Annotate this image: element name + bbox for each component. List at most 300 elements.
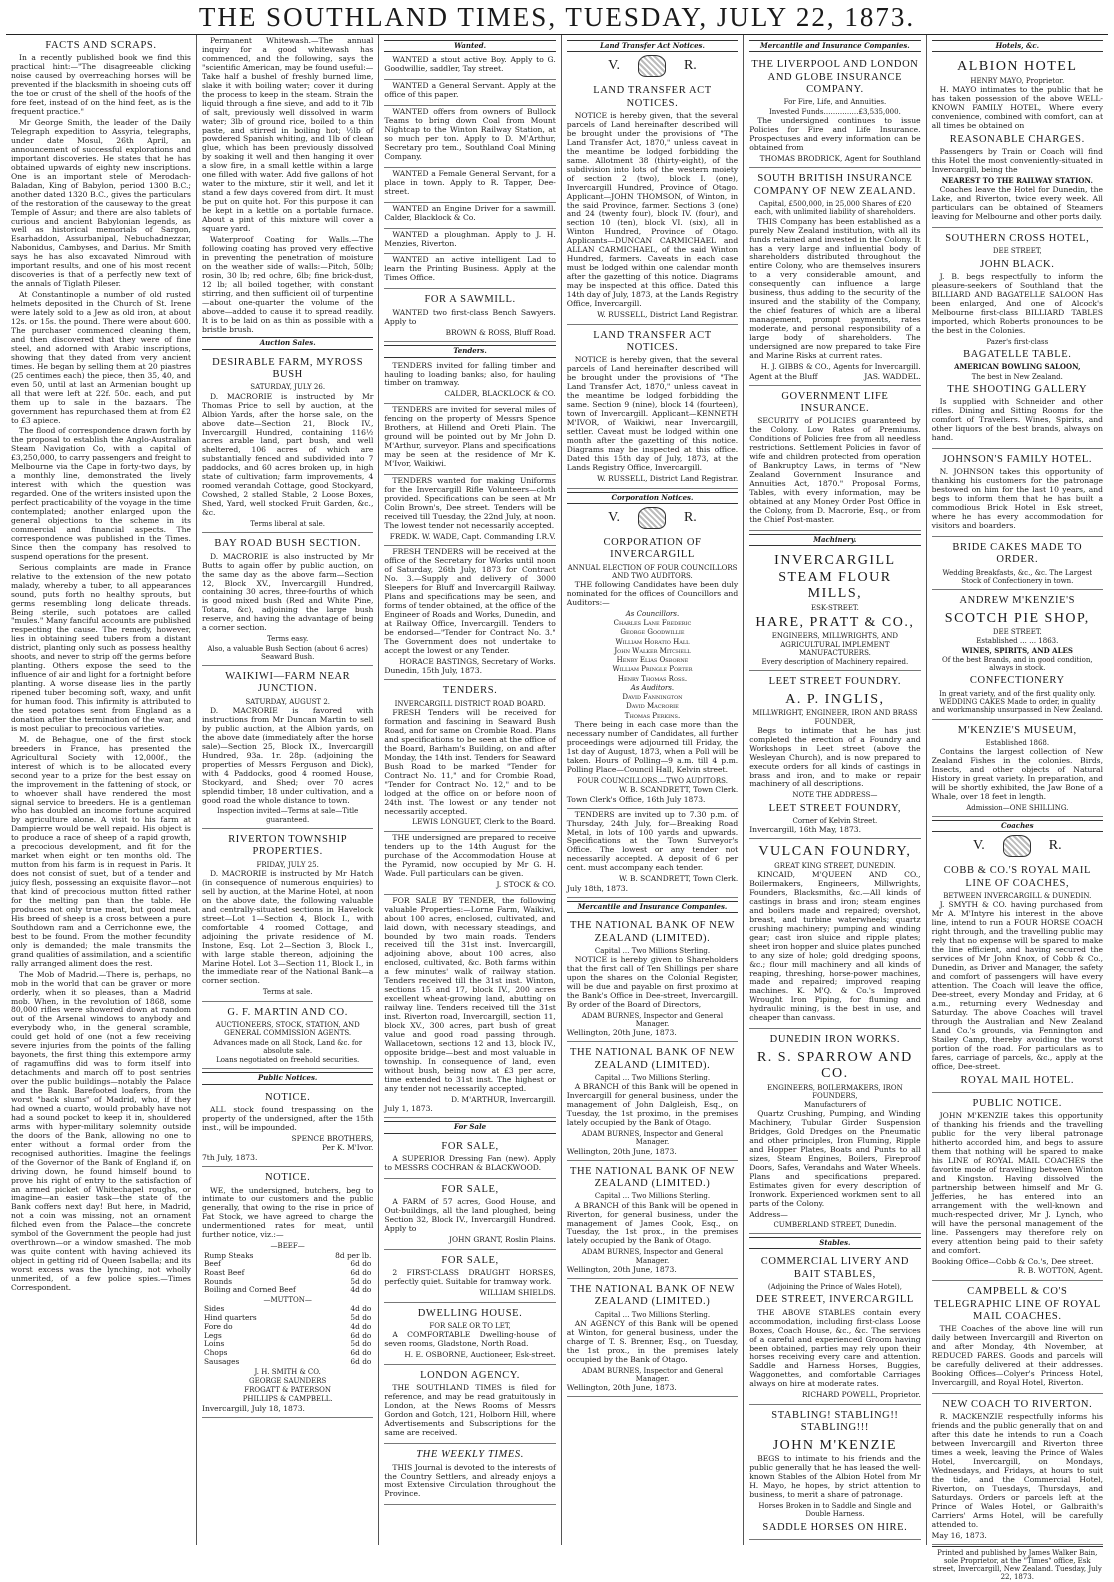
ad-date: Dunedin, 15th July, 1873. xyxy=(384,666,482,676)
article-paragraph: The Mob of Madrid.—There is, perhaps, no mob in the world that can be graver or more orderly, when it so pleases, than a Madrid mob. When, in the revolution of 1868, some 80,000 rifles were showered down at random out of the Arsenal windows to anybody and everybody who, in the general scramble, could get hold of one (not a few receiving severe injuries from the points of the falling bayonets, the first thing this extempore army of ragamuffins did was to form itself into detachments and march off to post sentries over the public buildings—notably the Palace and the Bank. Barefooted loafers, from the worst "back slums" of Madrid, who, if they had owned a cuarto, would probably have not had a sound pocket to keep it in, shouldered arms with hyper-military solemnity outside the doors of the Bank, allowing no one to enter without a formal order from the recognised authorities. Imagine the feelings of the Governor of the Bank of England if, on driving down, he found himself bound to prove his right of entry to the satisfaction of an armed picket of Whitechapel roughs, or imagine—an easier task—the state of the Bank coffers next day! But here, in Madrid, not a coin was missing, not an ornament filched even from the Palace—the concrete symbol of the Government the people had just overthrown—or a window smashed. The mob was quite content with having achieved its object in getting rid of Queen Isabella; and its worst excess was the lynching, not wholly unmerited, of a few police spies.—Times Correspondent. xyxy=(11,969,191,1292)
facts-and-scraps-title: FACTS AND SCRAPS. xyxy=(45,40,157,51)
signature: R. B. WOTTON, Agent. xyxy=(1017,1266,1103,1276)
section-header: Corporation Notices. xyxy=(567,492,738,504)
bakery-ad xyxy=(932,537,1103,590)
ad-body: D. MACRORIE is instructed by Mr Thomas Price to sell by auction, at the Albion Yards, after the horse sale, on the above date—Section 21, Block IV., Invercargill Hundred, containing 116½ acres arable land, part bush, and well sheltered, 106 acres of which are substantially fenced and subdivided into 7 paddocks, and 60 acres broken up, in high state of cultivation; farm improvements, 4 roomed verandah Cottage, good Stockyard, Cowshed, 2 stalled Stable, 2 Loose Boxes, Shed, Yard, well stocked Fruit Garden, &c., &c. xyxy=(201,391,374,518)
ad-subtitle: (Adjoining the Prince of Wales Hotel), xyxy=(767,1283,902,1292)
section-header: For Sale xyxy=(384,1121,555,1133)
ad-title: RIVERTON TOWNSHIP PROPERTIES. xyxy=(228,833,348,858)
price-item: Boiling and Corned Beef xyxy=(203,1285,296,1295)
bank-notice xyxy=(567,1161,738,1279)
ad-title: LEET STREET FOUNDRY. xyxy=(768,676,902,688)
ad-title: ANDREW M'KENZIE'S xyxy=(959,595,1076,607)
public-notice xyxy=(202,1087,373,1168)
list-item: William Horatio Hall xyxy=(615,637,690,646)
signature: WILLIAM SHIELDS. xyxy=(479,1288,556,1298)
ad-body: A BRANCH of this Bank will be opened in Riverton, for general business, under the management of James Cook, Esq., on Tuesday, the 1st prox., in the premises lately occupied by the Bank of Otago. xyxy=(566,1200,739,1246)
ad-body: THE following Candidates have been duly nominated for the offices of Councillors and Auditors:— xyxy=(566,580,739,607)
signature: ADAM BURNES, Inspector and General Manager. xyxy=(581,1248,724,1265)
ad-title: BRIDE CAKES MADE TO ORDER. xyxy=(952,542,1083,566)
ad-body: Of the best Brands, and in good condition, always in stock. xyxy=(942,655,1093,673)
ad-subtitle: ANNUAL ELECTION OF FOUR COUNCILLORS AND TWO AUDITORS. xyxy=(567,563,738,580)
for-sale-ad xyxy=(384,1136,555,1179)
signature: CALDER, BLACKLOCK & CO. xyxy=(444,389,556,399)
ad-body: R. MACKENZIE respectfully informs his friends and the public generally that on and after this date he intends to run a Coach between Invercargill and Riverton three times a week, leaving the Prince of Wales Hotel, Invercargill, on Mondays, Wednesdays, and Fridays, at hours to suit the tide, and the Commercial Hotel, Riverton, on Tuesdays, Thursdays, and Saturdays. Orders or parcels left at the Prince of Wales Hotel, or Galbraith's Carriers' Arms Hotel, will be carefully attended to. xyxy=(931,1412,1103,1529)
ad-body: FRESH TENDERS will be received at the office of the Secretary for Works until noon of Saturday, 26th July, 1873 for Contract No. 3.—Supply and delivery of 3000 Sleepers for Bluff and Invercargill Railway. Plans and specifications may be seen, and forms of tender obtained, at the office of the Engineer of Roads and Works, Dunedin, and at Railway Office, Invercargill. Tenders to be endorsed—"Tender for Contract No. 3." The Government does not undertake to accept the lowest or any Tender. xyxy=(384,547,556,655)
ad-body: WANTED a Female General Servant, for a place in town. Apply to R. Tapper, Dee-street. xyxy=(384,168,556,196)
price-value: 4d do xyxy=(350,1304,372,1314)
ad-title: CAMPBELL & CO'S TELEGRAPHIC LINE OF ROYAL MAIL COACHES. xyxy=(933,1286,1101,1322)
mill-ad xyxy=(749,548,920,671)
ad-body: Passengers by Train or Coach will find this Hotel the most conveniently-situated in Invercargill, being the xyxy=(931,147,1103,175)
price-value: 6d do xyxy=(350,1259,372,1269)
ad-body: D. MACRORIE is favored with instructions from Mr Duncan Martin to sell by public auction, at the Albion yards, on the above date (immediately after the horse sale)—Section 25, Block IX., Invercargill Hundred, 93a. 1r. 28p. (adjoining the properties of Messrs Ferguson and Dick), with 4 Paddocks, good 4 roomed House, Stockyard, and Shed; over 70 acres splendid timber, 18 under cultivation, and a good road the whole distance to town. xyxy=(201,706,374,805)
ad-body: TENDERS are invited for several miles of fencing on the property of Messrs Spence Brothers, at Hillend and Oreti Plain. The ground will be pointed out by Mr John D. M'Arthur, surveyor. Plans and specifications may be seen at the residence of Mr K. M'Ivor, Waikiwi. xyxy=(384,405,556,468)
signature: LEWIS LONGUET, Clerk to the Board. xyxy=(412,817,556,827)
signature: J. H. SMITH & CO. xyxy=(254,1367,321,1376)
ad-body: BEGS to intimate to his friends and the public generally that he has leased the well-known Stables of the Albion Hotel from Mr H. Mayo, he hopes, by strict attention to business, to merit a share of patronage. xyxy=(749,1454,921,1500)
ad-terms: Terms liberal at sale. xyxy=(250,520,326,529)
auction-ad xyxy=(202,533,373,666)
signature: ADAM BURNES, Inspector and General Manager. xyxy=(581,1130,724,1147)
signature: FROGATT & PATERSON xyxy=(244,1386,332,1395)
ad-subtitle: DEE STREET, xyxy=(992,247,1042,256)
corporation-tender xyxy=(567,809,738,898)
auditor-list xyxy=(567,693,738,720)
tender-ad xyxy=(384,546,555,680)
ad-body: THE ABOVE STABLES contain every accommodation, including first-class Loose Boxes, Coach House, &c., &c. The services of a careful and experienced Groom having been obtained, parties may rely upon their horses receiving every care and attention. Saddle and Harness Horses, Buggies, Waggonettes, and comfortable Carriages always on hire at moderate rates. xyxy=(749,1307,921,1389)
ad-subtitle: INVERCARGILL DISTRICT ROAD BOARD. xyxy=(394,699,546,708)
price-row xyxy=(202,1340,373,1349)
ad-subtitle: ESK-STREET. xyxy=(810,603,859,612)
ad-body: Coaches leave the Hotel for Dunedin, the Lake, and Riverton, twice every week. All particulars can be obtained of Steamers leaving for Melbourne and other ports daily. xyxy=(931,185,1103,222)
ad-note: NOTE THE ADDRESS— xyxy=(792,791,878,800)
article-paragraph: Serious complaints are made in France relative to the extension of the new potato malady, whereby a tuber, to all appearances sound, puts forth no healthy sprouts, but germs resembling long delicate threads. Being sterile, such potatoes are called "mules." Many fanciful accounts are published respecting the cause. The remedy, however, lies in obtaining seed tubers from a distant district, planting only such as possess healthy shoots, and never to strip off the germs before planting. Others expose the seed to the influence of air and light for a fortnight before planting. A worse disease lies in the partly ripened tuber becoming soft, waxy, and unfit for human food. This infirmity is attributed to the seed potatoes sent from England as a donation after the termination of the war, and is most peculiar to precocious varieties. xyxy=(11,562,191,733)
ad-title: THE LIVERPOOL AND LONDON AND GLOBE INSURANCE COMPANY. xyxy=(751,59,919,95)
ad-body: D. MACRORIE is also instructed by Mr Butts to again offer by public auction, on the same day as the above farm—Section 12, Block XV., Invercargill Hundred, containing 30 acres, three-fourths of which is good mixed bush (Red and White Pine, Totara, &c), adjoining the large bush reserve, and having the advantage of being a corner section. xyxy=(201,551,374,633)
foundry-ad xyxy=(749,671,920,839)
ad-date: May 16, 1873. xyxy=(931,1530,987,1540)
ad-body: FOR SALE BY TENDER, the following valuable Properties:—Lorne Farm, Waikiwi, about 100 acres, enclosed, cultivated, and laid down, with necessary steadings, and bounded by two main roads. Tenders received till the 31st inst. Invercargill, adjoining above, about 100 acres, also enclosed, cultivated, &c. Both farms within a few minutes' walk of railway station. Tenders received till the 31st inst. Winton, sections 15 and 17, block IV., 200 acres excellent wheat-growing land, abutting on railway line. Tenders received till the 31st inst. Riverton road, Invercargill, section 11, block XV., 300 acres, part bush of great value and good road passing through. Wallacetown, sections 12 and 13, block IV., opposite bridge—best and most valuable in township. In consequence of land, even without bush, being now at £3 per acre, time extended to 31st inst. The highest or any tender not necessarily accepted. xyxy=(384,895,556,1093)
ad-title: INVERCARGILL STEAM FLOUR MILLS, xyxy=(774,553,896,602)
ad-note: Also, a valuable Bush Section (about 6 acres) Seaward Bush. xyxy=(207,644,368,661)
ad-title: COBB & CO.'S ROYAL MAIL LINE OF COACHES, xyxy=(943,865,1092,889)
ad-subtitle: HENRY MAYO, Proprietor. xyxy=(970,76,1065,85)
ad-subtitle: GREAT KING STREET, DUNEDIN. xyxy=(774,861,896,870)
ad-title: THE NATIONAL BANK OF NEW ZEALAND (LIMITED). xyxy=(569,1047,736,1071)
royal-cipher xyxy=(932,835,1103,857)
price-value: 6d do xyxy=(350,1348,372,1358)
ad-title: DUNEDIN IRON WORKS. xyxy=(769,1034,901,1046)
coach-ad xyxy=(932,1093,1103,1281)
foundry-ad xyxy=(749,839,920,1029)
wanted-ad xyxy=(384,254,555,289)
ad-title: SCOTCH PIE SHOP, xyxy=(944,610,1090,626)
price-heading: —MUTTON— xyxy=(263,1296,312,1305)
signature: GEORGE SAUNDERS xyxy=(249,1376,327,1385)
royal-cipher xyxy=(567,507,738,529)
section-header: Machinery. xyxy=(749,534,920,546)
ad-title: THE WEEKLY TIMES. xyxy=(416,1449,524,1461)
ad-address: Corner of Kelvin Street. xyxy=(792,817,878,826)
ad-subtitle: Capital … Two Millions Sterling. xyxy=(594,1192,711,1201)
ad-date: July 18th, 1873. xyxy=(566,884,629,893)
ad-title: CORPORATION OF INVERCARGILL xyxy=(603,536,702,561)
ad-address: LEET STREET FOUNDRY, xyxy=(768,802,902,814)
signature: ADAM BURNES, Inspector and General Manager. xyxy=(581,1011,724,1029)
article-paragraph: Permanent Whitewash.—The annual inquiry for a good whitewash has commenced, and the following, says the "scientific American, may be found useful:—Take half a bushel of freshly burned lime, slake it with boiling water; cover it during the process to keep in the steam. Strain the liquid through a fine sieve, and add to it 7lb of salt, previously well dissolved in warm water; 3lb of ground rice, boiled to a thin paste, and stirred in boiling hot; ½lb of powdered Spanish whiting, and 1lb of clean glue, which has been previously dissolved by soaking it well and then hanging it over a slow fire, in a small kettle within a large one filled with water. Add five gallons of hot water to the mixture, stir it well, and let it stand a few days covered from dirt. It must be put on quite hot. For this purpose it can be kept in a kettle on a portable furnace. About a pint of this mixture will cover a square yard. xyxy=(201,36,374,234)
cipher-letter: R. xyxy=(683,509,697,525)
ad-note: Horses Broken in to Saddle and Single and Double Harness. xyxy=(758,1502,912,1519)
ad-date: Wellington, 20th June, 1873. xyxy=(566,1146,677,1156)
stables-ad xyxy=(749,1405,920,1540)
ad-body: SECURITY of POLICIES guaranteed by the Colony. Low Rates of Premiums. Conditions of Policies free from all needless restrictions. Settlement Policies in favor of wife and children protected from operation of Bankruptcy Laws, in terms of "New Zealand Government Insurance and Annuities Act, 1870." Proposal Forms, Tables, with every information, may be obtained at any Money Order Post Office in the Colony, from D. Macrorie, Esq., or from the Chief Post-master. xyxy=(749,416,921,524)
section-header: Land Transfer Act Notices. xyxy=(567,40,738,52)
public-notice xyxy=(202,1167,373,1417)
column-6 xyxy=(927,35,1108,1582)
cipher-letter: V. xyxy=(972,838,985,854)
ad-date: FRIDAY, JULY 25. xyxy=(256,860,319,869)
ad-date: Wellington, 20th June, 1873. xyxy=(566,1264,677,1274)
ad-title: PUBLIC NOTICE. xyxy=(972,1097,1063,1109)
ad-highlight: NEAREST TO THE RAILWAY STATION. xyxy=(941,176,1093,186)
list-item: Thomas Perkins. xyxy=(624,711,681,720)
ad-title: A. P. INGLIS, xyxy=(785,691,885,707)
ad-highlight: AMERICAN BOWLING SALOON, xyxy=(954,362,1081,372)
signature: Per K. M'Ivor. xyxy=(322,1143,374,1153)
masthead: THE SOUTHLAND TIMES, TUESDAY, JULY 22, 1873. xyxy=(6,0,1108,35)
tender-ad xyxy=(384,832,555,895)
ad-title: WAIKIWI—FARM NEAR JUNCTION. xyxy=(225,671,351,695)
ad-body: J. SMYTH & CO. having purchased from Mr A. M'Intyre his interest in the above line, intend to run a FOUR HORSE COACH right through, and the travelling public may rely that no expense will be spared to make the line efficient, and having secured the services of Mr John Knox, of Cobb & Co., Dunedin, as Driver and Manager, the safety and comfort of passengers will have every attention. The Coach will leave the office, Dee-street, every Monday and Friday, at 6 a.m., returning every Wednesday and Saturday. The above Coaches will travel through the Australian and New Zealand Land Co.'s grounds, via Fennington and Stailey Camp, thereby avoiding the worst portion of the road. For particulars as to fares, carriage of parcels, &c., apply at the office, Dee-street. xyxy=(931,900,1103,1071)
ad-title: JOHN M'KENZIE xyxy=(772,1437,898,1453)
ad-title: M'KENZIE'S MUSEUM, xyxy=(957,724,1077,736)
auction-ad xyxy=(202,666,373,829)
ad-highlight: ROYAL MAIL HOTEL. xyxy=(960,1074,1075,1086)
ad-title: NEW COACH TO RIVERTON. xyxy=(942,1399,1093,1411)
imprint: Printed and published by James Walker Bain, sole Proprietor, at the "Times" office, Esk street, Invercargill, New Zealand. Tuesday, July 22, 1873. xyxy=(932,1546,1103,1582)
ad-body: A BRANCH of this Bank will be opened in Invercargill for general business, under the management of John Dalgleish, Esq., on Tuesday, the 1st proximo, in the premises lately occupied by the Bank of Otago. xyxy=(566,1082,739,1128)
ad-highlight: WINES, SPIRITS, AND ALES xyxy=(961,645,1073,655)
ad-title: SOUTH BRITISH INSURANCE COMPANY OF NEW ZEALAND. xyxy=(753,173,916,197)
price-item: Rump Steaks xyxy=(203,1250,254,1260)
wanted-ad xyxy=(384,203,555,229)
coach-ad xyxy=(932,860,1103,1092)
ad-body: Wedding Breakfasts, &c., &c. The Largest Stock of Confectionery in town. xyxy=(942,568,1093,586)
ad-body: Quartz Crushing, Pumping, and Winding Machinery, Tubular Girder Suspension Bridges, Gold Dredges on the Pneumatic and other principles, Iron Fluming, Ripple and Hopper Plates, Boats and Punts to all sizes, Steam Engines, Boilers, Fireproof Doors, Safes, Verandahs and Water Wheels. Plans and specifications prepared. Estimates given for every description of Ironwork. Experienced workmen sent to all parts of the Colony. xyxy=(749,1109,921,1208)
corporation-notice xyxy=(567,532,738,809)
price-value: 4d do xyxy=(350,1321,372,1331)
insurance-ad xyxy=(749,168,920,385)
ad-title: NOTICE. xyxy=(265,1172,311,1184)
ad-body: There being in each case more than the necessary number of Candidates, all further proceedings were adjourned till Friday, the 1st day of August, 1873, when a Poll will be taken. Hours of Polling—9 a.m. till 4 p.m. Polling Place—Council Hall, Kelvin street. xyxy=(566,719,739,774)
ad-body: ALL stock found trespassing on the property of the undersigned, after the 15th inst., will be impounded. xyxy=(201,1104,374,1132)
tender-ad xyxy=(384,680,555,832)
ad-body: Contains the largest collection of New Zealand Fishes in the colonies. Birds, Insects, and other objects of Natural History in great variety. In preparation, and will be shortly exhibited, the Jaw Bone of a Whale, over 18 feet in length. xyxy=(931,747,1103,801)
ad-body: THE SOUTHLAND TIMES is filed for reference, and may be read gratuitously in London, at the News Rooms of Messrs Gordon and Gotch, 121, Holborn Hill, where Advertisements and Subscriptions for the same are received. xyxy=(384,1383,556,1438)
ad-subtitle: Invested Funds……………£3,535,000. xyxy=(768,107,901,116)
tender-ad xyxy=(384,360,555,405)
section-header: Public Notices. xyxy=(202,1072,373,1084)
ad-body: WE, the undersigned, butchers, beg to intimate to our customers and the public generally, that owing to the rise in price of Fat Stock, we have agreed to charge the undermentioned rates for meat, until further notice, viz.:— xyxy=(201,1185,374,1240)
signature: J. STOCK & CO. xyxy=(496,879,556,889)
ad-subtitle: Capital … Two Millions Sterling. xyxy=(594,946,711,955)
ad-terms: Inspection invited—Terms at sale—Title guaranteed. xyxy=(217,807,359,824)
royal-crest-icon xyxy=(1003,835,1031,857)
signature: SPENCE BROTHERS, xyxy=(291,1133,374,1143)
cipher-letter: R. xyxy=(683,57,697,73)
column-2 xyxy=(197,35,379,1545)
ad-title: SADDLE HORSES ON HIRE. xyxy=(762,1521,908,1533)
ad-body: WANTED a ploughman. Apply to J. H. Menzies, Riverton. xyxy=(384,229,556,248)
ad-subtitle: FOUR COUNCILLORS.—TWO AUDITORS. xyxy=(577,776,728,785)
ad-note: Loans negotiated on freehold securities. xyxy=(216,1056,360,1064)
section-header: Coaches xyxy=(932,820,1103,832)
section-header: Mercantile and Insurance Companies. xyxy=(567,901,738,913)
ad-body: AN AGENCY of this Bank will be opened at Winton, for general business, under the charge of T. S. Brenner, Esq., on Tuesday, the 1st prox., in the premises lately occupied by the Bank of Otago. xyxy=(566,1318,739,1364)
museum-ad xyxy=(932,720,1103,818)
ad-title: FOR SALE, xyxy=(441,1140,499,1152)
ad-highlight: BAGATELLE TABLE. xyxy=(963,349,1072,360)
ad-address: CUMBERLAND STREET, Dunedin. xyxy=(773,1220,897,1229)
ad-body: THIS Company has been established as a purely New Zealand institution, with all its funds retained and invested in the Colony. It has a very large and influential body of shareholders distributed throughout the entire Colony, who are themselves insurers to a very considerable amount, and consequently can influence a large business, thus adding to the security of the insured and the stability of the Company, the chief features of which are a liberal management, prompt payments, rates moderate, and personal responsibility of a large body of shareholders. The undersigned are now prepared to take Fire and Marine Risks at current rates. xyxy=(749,216,921,360)
signature: HORACE BASTINGS, Secretary of Works. xyxy=(399,656,556,666)
ad-note: The best in New Zealand. xyxy=(971,372,1063,381)
column-4 xyxy=(562,35,744,1545)
ad-title: DESIRABLE FARM, MYROSS BUSH xyxy=(212,356,364,381)
signature: THOMAS BRODRICK, Agent for Southland xyxy=(759,153,921,163)
agent-label: Agent at the Bluff xyxy=(749,371,818,381)
price-value: 6d do xyxy=(350,1356,372,1366)
ad-title: LAND TRANSFER ACT NOTICES. xyxy=(593,329,712,354)
ad-body: J. B. begs respectfully to inform the pleasure-seekers of Southland that the BILLIARD AND BAGATELLE SALOON Has been enlarged, And one of Alcock's Melbourne first-class BILLIARD TABLES imported, which Roberts pronounces to be the best in the Colonies. xyxy=(931,272,1103,335)
price-value: 6d do xyxy=(350,1330,372,1340)
ad-body: Is supplied with Schneider and other rifles. Dining and Sitting Rooms for the comfort of Travellers. Wines, Spirits, and other liquors of the best brands, always on hand. xyxy=(931,397,1103,443)
ad-title: NOTICE. xyxy=(265,1091,311,1103)
ad-body: WANTED an active intelligent Lad to learn the Printing Business. Apply at the Times Office. xyxy=(384,255,556,283)
list-item: William Pringle Porter xyxy=(612,665,693,674)
wanted-ad xyxy=(384,168,555,203)
ad-subtitle: For Fire, Life, and Annuities. xyxy=(783,98,887,107)
ad-title: R. S. SPARROW AND CO. xyxy=(756,1049,913,1082)
price-row xyxy=(202,1323,373,1332)
ad-body: WANTED a stout active Boy. Apply to G. Goodwillie, saddler, Tay street. xyxy=(384,55,556,74)
ad-title: LAND TRANSFER ACT NOTICES. xyxy=(593,85,712,109)
tender-ad xyxy=(384,895,555,1119)
ad-date: SATURDAY, AUGUST 2. xyxy=(245,697,331,706)
ad-body: The undersigned continues to issue Policies for Fire and Life Insurance. Prospectuses and every information can be obtained from xyxy=(749,115,921,152)
section-header: Stables. xyxy=(749,1237,920,1249)
wanted-ad xyxy=(384,106,555,168)
ad-date: Invercargill, July 18, 1873. xyxy=(201,1403,305,1413)
ad-date: Town Clerk's Office, 16th July 1873. xyxy=(566,794,706,804)
price-item: Fore do xyxy=(203,1321,233,1331)
cipher-letter: V. xyxy=(608,57,620,73)
signature: JOHN GRANT, Roslin Plains. xyxy=(449,1235,556,1245)
ad-title: LONDON AGENCY. xyxy=(420,1370,520,1382)
ad-body: A SUPERIOR Dressing Fan (new). Apply to MESSRS COCHRAN & BLACKWOOD. xyxy=(384,1154,556,1172)
pie-shop-ad xyxy=(932,590,1103,719)
list-item: John Walker Mitchell xyxy=(614,646,691,655)
signature: W. B. SCANDRETT, Town Clerk. xyxy=(619,874,739,884)
ad-body: N. JOHNSON takes this opportunity of thanking his customers for the patronage bestowed on him for the last 10 years, and begs to inform them that he has built a commodious Brick Hotel in Esk street, where he has every accommodation for visitors and boarders. xyxy=(931,467,1103,531)
ad-body: H. MAYO intimates to the public that he has taken possession of the above WELL-KNOWN FAMILY HOTEL, Where every convenience, combined with comfort, can at all times be obtained on xyxy=(931,85,1103,130)
ad-body: WANTED a General Servant. Apply at the office of this paper. xyxy=(384,81,556,100)
london-agency-ad xyxy=(384,1365,555,1444)
coach-ad xyxy=(932,1394,1103,1545)
signature: W. B. SCANDRETT, Town Clerk. xyxy=(619,784,739,794)
price-value: 5d do xyxy=(350,1313,372,1323)
ad-title: G. F. MARTIN AND CO. xyxy=(227,1006,348,1018)
tender-ad xyxy=(384,475,555,546)
ad-terms: Terms at sale. xyxy=(262,988,313,997)
ad-title: BAY ROAD BUSH SECTION. xyxy=(214,538,361,550)
price-row xyxy=(202,1358,373,1367)
ad-title: FOR SALE, xyxy=(441,1183,499,1195)
list-item: Henry Thomas Ross. xyxy=(617,674,688,683)
royal-crest-icon xyxy=(638,507,666,529)
list-heading: As Auditors. xyxy=(630,683,675,692)
ad-title: STABLING! STABLING!! STABLING!!! xyxy=(771,1410,899,1434)
coach-ad xyxy=(932,1281,1103,1394)
ad-body: WANTED offers from owners of Bullock Teams to bring down Coal from Mount Nightcap to the Winton Railway Station, at so much per ton. Apply to D. M'Arthur, Secretary pro tem., Southland Coal Mining Company. xyxy=(384,107,556,161)
ad-title: COMMERCIAL LIVERY AND BAIT STABLES, xyxy=(760,1256,910,1280)
for-sale-ad xyxy=(384,1303,555,1365)
price-item: Roast Beef xyxy=(203,1267,245,1277)
for-sale-ad xyxy=(384,1250,555,1303)
ad-title: THE NATIONAL BANK OF NEW ZEALAND (LIMITED.) xyxy=(569,1283,736,1308)
ad-title: THE NATIONAL BANK OF NEW ZEALAND (LIMITED.) xyxy=(569,1165,736,1189)
ad-body: THE undersigned are prepared to receive tenders up to the 14th August for the purchase of the Accommodation House at the Pyramid, now occupied by Mr G. H. Wade. Full particulars can be given. xyxy=(384,833,556,879)
tender-ad xyxy=(384,404,555,475)
column-5 xyxy=(744,35,926,1545)
ad-body: THIS Journal is devoted to the interests of the Country Settlers, and already enjoys a most Extensive Circulation throughout the Province. xyxy=(384,1462,556,1499)
ad-body: TENDERS wanted for making Uniforms for the Invercargill Rifle Volunteers—cloth provided. Specifications can be seen at Mr Colin Brown's, Dee street. Tenders will be received till Tuesday, the 22nd July, at noon. The lowest tender not necessarily accepted. xyxy=(384,475,556,530)
sawmill-ad xyxy=(384,289,555,342)
ad-note: Admission—ONE SHILLING. xyxy=(966,803,1069,812)
hotel-ad xyxy=(932,228,1103,449)
signature: BROWN & ROSS, Bluff Road. xyxy=(445,327,556,337)
councillor-list xyxy=(567,619,738,683)
ad-highlight: CONFECTIONERY xyxy=(969,675,1065,687)
price-row xyxy=(202,1332,373,1341)
insurance-ad xyxy=(749,386,920,531)
article-paragraph: M. de Behague, one of the first stock breeders in France, has presented the Agricultural Society with 12,000f., the interest of which is to be allocated every second year to a prize for the best essay on the improvement in the fattening of stock, or to whoever shall have rendered the most signal service to breeders. He is a gentleman who has doubled an income fortune acquired by agriculture alone. A visit to his farm at Dampierre would be well repaid. His object is to produce a race of sheep of a rapid growth, a precocious development, and fit for the market when eight or ten months old. The mutton from his farm is in request in Paris. It does not consist of suet, but of a tender and juicy flesh, possessing an exquisite flavor—not that kind of precocious mutton fitted rather for the melting pan than the table. He produces not only true meat, but good meat. His breed of sheep is a cross between a pure Southdown ram and a Cerrichonne ewe, the best to be found. From the mother fecundity only is demanded; the male transmits the grand qualities of assimilation, and a scientific rally arranged aliment does the rest. xyxy=(11,734,191,968)
ad-body: THE Coaches of the above line will run daily between Invercargill and Riverton on and after Monday, 4th November, at REDUCED FARES. Goods and parcels will be carefully delivered at their addresses. Booking Offices—Colyer's Princess Hotel, Invercargill, and Royal Hotel, Riverton. xyxy=(931,1324,1103,1388)
ad-body: WANTED two first-class Bench Sawyers. Apply to xyxy=(384,307,556,326)
price-item: Sausages xyxy=(203,1356,240,1366)
for-sale-ad xyxy=(384,1179,555,1250)
ad-date: Wellington, 20th June, 1873. xyxy=(566,1028,677,1038)
price-item: Loins xyxy=(203,1339,225,1349)
ad-subtitle: Established 1868. xyxy=(985,738,1050,747)
ad-subtitle: FOR SALE OR TO LET, xyxy=(429,1322,511,1331)
ad-date: Wellington, 20th June, 1873. xyxy=(566,1383,677,1393)
list-item: David Macrorie xyxy=(626,702,679,711)
ad-body: D. MACRORIE is instructed by Mr Hatch (in consequence of numerous enquiries) to sell by auction, at the Marine Hotel, at noon on the above date, the following valuable and centrally-situated sections in Havelock street—Lot 1—Section 4, Block I., with comfortable 4 roomed Cottage, and adjoining the private residence of M. Instone, Esq. Lot 2—Section 3, Block I., with large stable thereon, adjoining the Marine Hotel. Lot 3—Section 11, Block I., in the immediate rear of the National Bank—a corner section. xyxy=(201,868,374,986)
column-3 xyxy=(379,35,561,1545)
price-row xyxy=(202,1286,373,1295)
ad-title: FOR A SAWMILL. xyxy=(424,294,516,306)
ad-title: TENDERS. xyxy=(442,685,498,697)
ad-terms: Terms easy. xyxy=(267,635,309,644)
ad-body: FRESH Tenders will be received for formation and fascining in Seaward Bush Road, and for same on Crombie Road. Plans and specifications to be seen at the office of the Board, Barham's Building, on and after Monday, the 14th inst. Tenders for Seaward Bush Road to be marked "Tender for Contract No. 11," and for Crombie Road, "Tender for Contract No. 12," and to be lodged at the office on or before noon of 24th inst. The lowest or any tender not necessarily accepted. xyxy=(384,708,556,816)
signature: H. E. OSBORNE, Auctioneer, Esk-street. xyxy=(404,1350,556,1360)
price-value: 6d do xyxy=(350,1267,372,1277)
signature: ADAM BURNES, Inspector and General Manager. xyxy=(581,1366,724,1383)
article-paragraph: In a recently published book we find this practical hint:—"The disagreeable clicking noise caused by overreaching horses will be prevented if the blacksmith in shoeing cuts off the toe or crust of the shell of the hoofs of the fore feet, instead of on the hind feet, as is the frequent practice." xyxy=(11,53,191,117)
wanted-ad xyxy=(384,80,555,106)
article-paragraph: Waterproof Coating for Walls.—The following coating has proved very effective in preventing the penetration of moisture on the weather side of walls:—Pitch, 50lb; rosin, 30 lb; red ochre, 6lb; fine brick-dust, 12 lb; all boiled together, with constant stirring, and then sufficient oil of turpentine—about one-quarter the volume of the above—added to cause it to spread readily. It is to be laid on as thin as possible with a bristle brush. xyxy=(201,234,374,334)
ad-title: ALBION HOTEL xyxy=(957,59,1078,75)
price-item: Chops xyxy=(203,1348,228,1358)
ad-body: NOTICE is hereby given, that the several parcels of Land hereinafter described will be brought under the provisions of "The Land Transfer Act, 1870," unless caveat in the meantime be lodged forbidding the same. Section 9 (nine), block 14 (fourteen), town of Invercargill. Applicant—KENNETH M'IVOR, of Waikiwi, near Invercargill, settler. Caveat must be lodged within one month after the gazetting of this notice. Diagrams may be inspected at this office. Dated this 15th day of July, 1873, at the Lands Registry Office, Invercargill. xyxy=(566,355,739,472)
section-header: Auction Sales. xyxy=(202,337,373,349)
price-value: 4d do xyxy=(350,1285,372,1295)
ad-note: Pazer's first-class xyxy=(986,337,1049,346)
ad-title: FOR SALE, xyxy=(441,1254,499,1266)
ad-address: Address— xyxy=(749,1209,788,1219)
section-header: Mercantile and Insurance Companies. xyxy=(749,40,920,52)
list-item: George Goodwillie xyxy=(620,628,685,637)
wanted-ad xyxy=(384,54,555,80)
ad-body: Advances made on all Stock, Land &c. for absolute sale. xyxy=(213,1038,363,1055)
royal-crest-icon xyxy=(638,55,666,77)
ad-body: In great variety, and of the first quality only. WEDDING CAKES Made to order, in quality and workmanship unsurpassed in New Zealand. xyxy=(931,689,1103,715)
ad-title: JOHN BLACK. xyxy=(980,258,1055,270)
wanted-ad xyxy=(384,229,555,255)
article-paragraph: At Constantinople a number of old rusted helmets deposited in the Church of St. Irene were lately sold to a Jew as old iron, at about 12s. or 15s. the pound. There were about 600. The purchaser commenced cleaning them, and then discovered that they were of fine steel, and adorned with Arabic inscriptions, showing that they dated from very ancient times. He began by selling them at 20 piastres (25 centimes each) the piece, then 35, 40, and even 50, until at last an Armenian bought up all that were left at 22f. 50c. each, and put them up to sale in the bazaars. The government has repurchased them at from £2 to £3 apiece. xyxy=(11,290,191,425)
price-value: 8d per lb. xyxy=(335,1250,372,1260)
ad-body: TENDERS invited for falling timber and hauling to loading banks; also, for hauling timber on tramway. xyxy=(384,360,556,388)
column-1 xyxy=(6,35,197,1545)
list-item: David Fannington xyxy=(622,693,683,702)
list-heading: As Councillors. xyxy=(625,609,680,618)
auctioneer-ad xyxy=(202,1002,373,1070)
agent-line xyxy=(749,373,920,382)
price-item: Rounds xyxy=(203,1276,233,1286)
ad-body: TENDERS are invited up to 7.30 p.m. of Thursday, 24th July, for—Breaking Road Metal, in lots of 100 yards and upwards. Specifications at the Town Surveyor's Office. The lowest or any tender not necessarily accepted. A deposit of 6 per cent. must accompany each tender. xyxy=(566,809,739,873)
price-heading: —BEEF— xyxy=(270,1242,305,1251)
auction-ad xyxy=(202,829,373,1002)
ad-subtitle: DEE STREET. xyxy=(992,628,1042,637)
hotel-ad xyxy=(932,449,1103,537)
cipher-letter: R. xyxy=(1048,838,1062,854)
signature: RICHARD POWELL, Proprietor. xyxy=(801,1390,921,1400)
ad-body: NOTICE is hereby given, that the several parcels of Land hereinafter described will be brought under the provisions of "The Land Transfer Act, 1870," unless caveat in the meantime be lodged forbidding the same. Allotment 38 (thirty-eight), of the subdivision into lots of the western moiety of section 2 (two), block I. (one), Invercargill Hundred, Province of Otago. Applicant—JOHN THOMSON, of Winton, in the said Province, farmer. Sections 3 (one) and 24 (twenty four), block IV. (four), and section 10 (ten), block VI. (six), all in Winton Hundred, Province of Otago. Applicants—DUNCAN CARMICHAEL and ALLAN CARMICHAEL, of the said Winton Hundred, farmers. Caveats in each case must be lodged within one calendar month after the gazetting of this notice. Diagrams may be inspected at this office. Dated this 14th day of July, 1873, at the Lands Registry Office, Invercargill. xyxy=(566,111,739,309)
article-paragraph: Mr George Smith, the leader of the Daily Telegraph expedition to Assyria, telegraphs, under date Mosul, 26th April, an announcement of successful explorations and important discoveries. He states that he has obtained upwards of eighty new inscriptions. One is an important stele of Merodach-Baladan, King of Babylon, period 1300 B.C.; another dated 1320 B.C., gives the particulars of the restoration of the causeway to the great Temple of Assur; and there are also tablets of curious and ancient Babylonian legends, as well as historical memorials of Sargon, Esarhaddon, Assurbanipal, Nebuchadnezzar, Nabonidus, Cambyses, and Darius. Mr Smith says he has also excavated Nimroud with important results, and one of his most recent discoveries is that of a perfectly new text of the annals of Tiglath Pileser. xyxy=(11,118,191,289)
royal-cipher xyxy=(567,55,738,77)
bank-notice xyxy=(567,1042,738,1160)
hotel-ad xyxy=(932,54,1103,228)
section-header: Wanted. xyxy=(384,40,555,52)
signature: H. J. GIBBS & CO., Agents for Invercargill. xyxy=(760,361,921,371)
ad-body: Every description of Machinery repaired. xyxy=(761,658,909,667)
stables-ad xyxy=(749,1251,920,1405)
signature: PHILLIPS & CAMPBELL. xyxy=(242,1395,333,1404)
signature: W. RUSSELL, District Land Registrar. xyxy=(597,309,739,319)
ad-subtitle: BETWEEN INVERCARGILL & DUNEDIN. xyxy=(943,892,1092,901)
ad-subtitle: AUCTIONEERS, STOCK, STATION, AND GENERAL COMMISSION AGENTS. xyxy=(215,1021,360,1038)
price-item: Beef xyxy=(203,1259,221,1269)
ad-body: KINCAID, M'QUEEN AND CO., Boilermakers, Engineers, Millwrights, Founders, Blacksmiths, &c.—All kinds of castings in brass and iron; steam engines and boilers made and repaired; overshot, breast, and turbine waterwheels; quartz crushing machinery; pumping and winding gear; cast iron sluice and ripple plates; sheet iron hopper and sluice plates punched to any size of hole; gold dredging spoons, &c.; flour mill machinery and all kinds of reaping, threshing, horse-power machines, made and repaired; improved reaping machines. K. M'Q. & Co.'s Improved Wrought Iron Piping, for fluming and hydraulic mining, is the best in use, and cheaper than canvass. xyxy=(749,870,921,1023)
ad-body: NOTICE is hereby given to Shareholders that the first call of Ten Shillings per share upon the shares on the Colonial Register, will be due and payable on first proximo at the Bank's Office in Dee-street, Invercargill. By order of the Board of Directors, xyxy=(566,955,739,1009)
ad-date: SATURDAY, JULY 26. xyxy=(250,383,326,392)
list-item: Henry Elias Osborne xyxy=(616,656,689,665)
ad-title: THE NATIONAL BANK OF NEW ZEALAND (LIMITED). xyxy=(569,920,736,944)
weekly-times-ad xyxy=(384,1444,555,1505)
cipher-letter: V. xyxy=(608,509,620,525)
